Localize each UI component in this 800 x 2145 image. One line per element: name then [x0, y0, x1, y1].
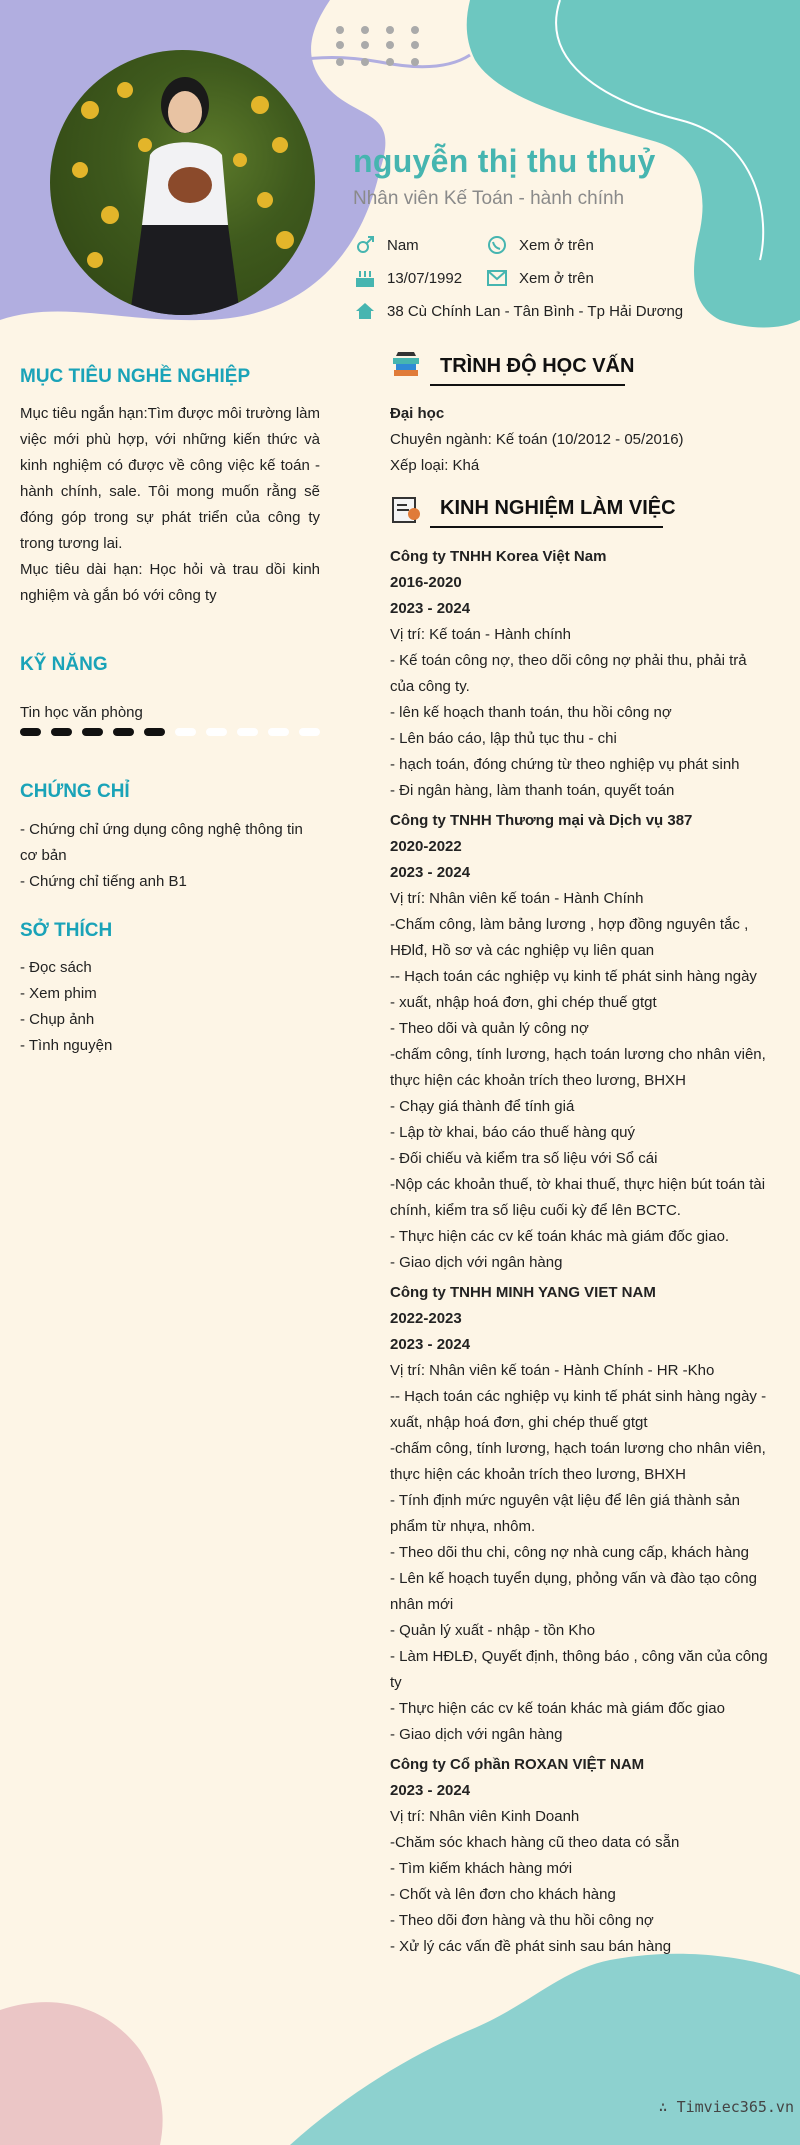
job-period: 2023 - 2024 [390, 1782, 471, 1799]
dob-value: 13/07/1992 [387, 269, 463, 287]
hobby-item: - Tình nguyện [20, 1037, 113, 1054]
education-block [390, 401, 770, 479]
job-period: 2023 - 2024 [390, 864, 471, 881]
job-title: Nhân viên Kế Toán - hành chính [353, 188, 625, 209]
job-entry [390, 1752, 770, 1960]
gender-icon [353, 234, 377, 256]
job-period: 2023 - 2024 [390, 600, 471, 617]
certificates-text: - Chứng chỉ ứng dụng công nghệ thông tin cơ bản - Chứng chỉ tiếng anh B1 [20, 821, 303, 890]
job-details: Vị trí: Kế toán - Hành chính - Kế toán công nợ, theo dõi công nợ phải thu, phải trả của công ty. - lên kế hoạch thanh toán, thu hồi công nợ - Lên báo cáo, lập thủ tục thu - chi - hạch toán, đóng chứng từ theo nghiệp vụ phát sinh - Đi ngân hàng, làm thanh toán, quyết toán [390, 626, 747, 799]
address-value: 38 Cù Chính Lan - Tân Bình - Tp Hải Dương [387, 302, 684, 320]
email-row [485, 267, 594, 289]
briefcase-icon [390, 492, 422, 524]
skill-level-segment [144, 728, 165, 736]
job-years: 2020-2022 [390, 838, 462, 855]
education-underline [430, 384, 625, 386]
skill-level-segment [82, 728, 103, 736]
job-company: Công ty TNHH Korea Việt Nam [390, 548, 607, 565]
job-company: Công ty TNHH Thương mại và Dịch vụ 387 [390, 812, 693, 829]
experience-heading: KINH NGHIỆM LÀM VIỆC [440, 497, 676, 519]
certificates-heading: CHỨNG CHỈ [20, 781, 130, 802]
envelope-icon [485, 267, 509, 289]
skill-level-segment [113, 728, 134, 736]
job-company: Công ty TNHH MINH YANG VIET NAM [390, 1284, 656, 1301]
skill-level-segment [299, 728, 320, 736]
job-period: 2023 - 2024 [390, 1336, 471, 1353]
phone-icon [485, 234, 509, 256]
skill-level-segment [268, 728, 289, 736]
home-icon [353, 300, 377, 322]
skill-name: Tin học văn phòng [20, 704, 143, 721]
address-row [353, 300, 683, 322]
hobby-item: - Chụp ảnh [20, 1011, 95, 1028]
education-school: Đại học [390, 405, 445, 422]
education-major: Chuyên ngành: Kế toán (10/2012 - 05/2016) [390, 431, 684, 448]
hobby-item: - Xem phim [20, 985, 97, 1002]
books-icon [390, 350, 422, 382]
skill-level-bar [20, 728, 320, 736]
education-grade: Xếp loại: Khá [390, 457, 480, 474]
skill-level-segment [51, 728, 72, 736]
job-details: Vị trí: Nhân viên Kinh Doanh -Chăm sóc khach hàng cũ theo data có sẵn - Tìm kiếm khách hàng mới - Chốt và lên đơn cho khách hàng - Theo dõi đơn hàng và thu hồi công nợ - Xử lý các vấn đề phát sinh sau bán hàng [390, 1808, 680, 1955]
phone-row [485, 234, 594, 256]
skills-heading: KỸ NĂNG [20, 654, 108, 675]
profile-photo [50, 50, 315, 315]
job-entry [390, 544, 770, 804]
gender-row [353, 234, 419, 256]
experience-list [390, 544, 770, 1960]
email-value: Xem ở trên [519, 269, 594, 287]
objective-text: Mục tiêu ngắn hạn:Tìm được môi trường làm việc mới phù hợp, với những kiến thức và kinh nghiệm có được về công việc kế toán - hành chính, sale. Tôi mong muốn rằng sẽ đóng góp trong sự phát triển của công ty trong tương lai. Mục tiêu dài hạn: Học hỏi và trau dồi kinh nghiệm và gắn bó với công ty [20, 405, 320, 604]
skill-level-segment [175, 728, 196, 736]
hobbies-heading: SỞ THÍCH [20, 920, 113, 941]
skill-level-segment [206, 728, 227, 736]
gender-value: Nam [387, 236, 419, 254]
job-details: Vị trí: Nhân viên kế toán - Hành Chính - HR -Kho -- Hạch toán các nghiệp vụ kinh tế phát sinh hàng ngày - xuất, nhập hoá đơn, ghi chép thuế gtgt -chấm công, tính lương, hạch toán lương cho nhân viên, thực hiện các khoản trích theo lương, BHXH - Tính định mức nguyên vật liệu để lên giá thành sản phẩm từ nhựa, nhôm. - Theo dõi thu chi, công nợ nhà cung cấp, khách hàng - Lên kế hoạch tuyển dụng, phỏng vấn và đào tạo công nhân mới - Quản lý xuất - nhập - tồn Kho - Làm HĐLĐ, Quyết định, thông báo , công văn của công ty - Thực hiện các cv kế toán khác mà giám đốc giao - Giao dịch với ngân hàng [390, 1362, 768, 1743]
skill-level-segment [20, 728, 41, 736]
dob-row [353, 267, 462, 289]
candidate-name: nguyễn thị thu thuỷ [353, 143, 656, 179]
job-years: 2022-2023 [390, 1310, 462, 1327]
education-heading: TRÌNH ĐỘ HỌC VẤN [440, 355, 635, 377]
job-entry [390, 1280, 770, 1748]
watermark: ∴ Timviec365.vn [658, 2098, 794, 2116]
hobby-item: - Đọc sách [20, 959, 92, 976]
birthday-cake-icon [353, 267, 377, 289]
job-company: Công ty Cổ phần ROXAN VIỆT NAM [390, 1756, 645, 1773]
phone-value: Xem ở trên [519, 236, 594, 254]
skill-level-segment [237, 728, 258, 736]
experience-underline [430, 526, 663, 528]
job-entry [390, 808, 770, 1276]
objective-heading: MỤC TIÊU NGHỀ NGHIỆP [20, 366, 251, 387]
job-years: 2016-2020 [390, 574, 462, 591]
job-details: Vị trí: Nhân viên kế toán - Hành Chính -Chấm công, làm bảng lương , hợp đồng nguyên tắc , HĐlđ, Hồ sơ và các nghiệp vụ liên quan -- Hạch toán các nghiệp vụ kinh tế phát sinh hàng ngày - xuất, nhập hoá đơn, ghi chép thuế gtgt - Theo dõi và quản lý công nợ -chấm công, tính lương, hạch toán lương cho nhân viên, thực hiện các khoản trích theo lương, BHXH - Chạy giá thành để tính giá - Lập tờ khai, báo cáo thuế hàng quý - Đối chiếu và kiểm tra số liệu với Sổ cái -Nộp các khoản thuế, tờ khai thuế, thực hiện bút toán tài chính, kiểm tra số liệu cuối kỳ để lên BCTC. - Thực hiện các cv kế toán khác mà giám đốc giao. - Giao dịch với ngân hàng [390, 890, 766, 1271]
